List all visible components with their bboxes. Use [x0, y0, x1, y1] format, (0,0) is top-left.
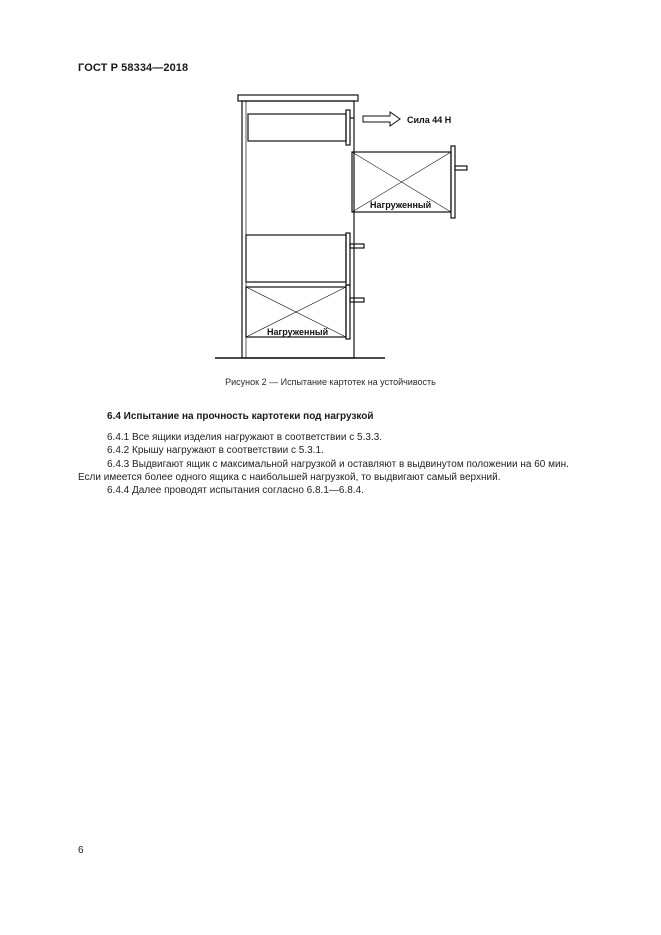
figure-caption: Рисунок 2 — Испытание картотек на устойчивость	[225, 377, 436, 387]
drawer-3-handle-plate	[346, 233, 350, 285]
drawer-2-handle-plate	[451, 146, 455, 218]
cabinet-body	[242, 101, 354, 358]
force-arrow	[363, 112, 400, 126]
stability-test-figure	[215, 88, 475, 368]
drawer-3-front	[246, 235, 346, 282]
drawer-3-handle	[350, 244, 364, 248]
drawer-1-handle-plate	[346, 110, 350, 145]
paragraph-6-4-3-continued: Если имеется более одного ящика с наибольшей нагрузкой, то выдвигают самый верхний.	[78, 471, 501, 483]
paragraph-6-4-2: 6.4.2 Крышу нагружают в соответствии с 5.3.1.	[107, 445, 324, 457]
section-heading: 6.4 Испытание на прочность картотеки под нагрузкой	[107, 411, 374, 422]
cabinet-diagram	[215, 88, 475, 368]
drawer-4-handle	[350, 298, 364, 302]
paragraph-6-4-4: 6.4.4 Далее проводят испытания согласно 6.8.1—6.8.4.	[107, 485, 364, 497]
paragraph-6-4-1: 6.4.1 Все ящики изделия нагружают в соответствии с 5.3.3.	[107, 432, 383, 443]
page-number: 6	[78, 845, 84, 856]
loaded-label-top: Нагруженный	[370, 200, 432, 210]
paragraph-6-4-3: 6.4.3 Выдвигают ящик с максимальной нагрузкой и оставляют в выдвинутом положении на 60 мин.	[107, 458, 569, 470]
cabinet-top-cap	[238, 95, 358, 101]
force-label: Сила 44 Н	[407, 115, 452, 125]
section-body	[78, 431, 618, 497]
drawer-4-handle-plate	[346, 285, 350, 339]
loaded-label-bottom: Нагруженный	[267, 327, 329, 337]
document-header: ГОСТ Р 58334—2018	[78, 62, 189, 74]
drawer-1-front	[248, 114, 346, 141]
drawer-2-handle	[455, 166, 467, 170]
